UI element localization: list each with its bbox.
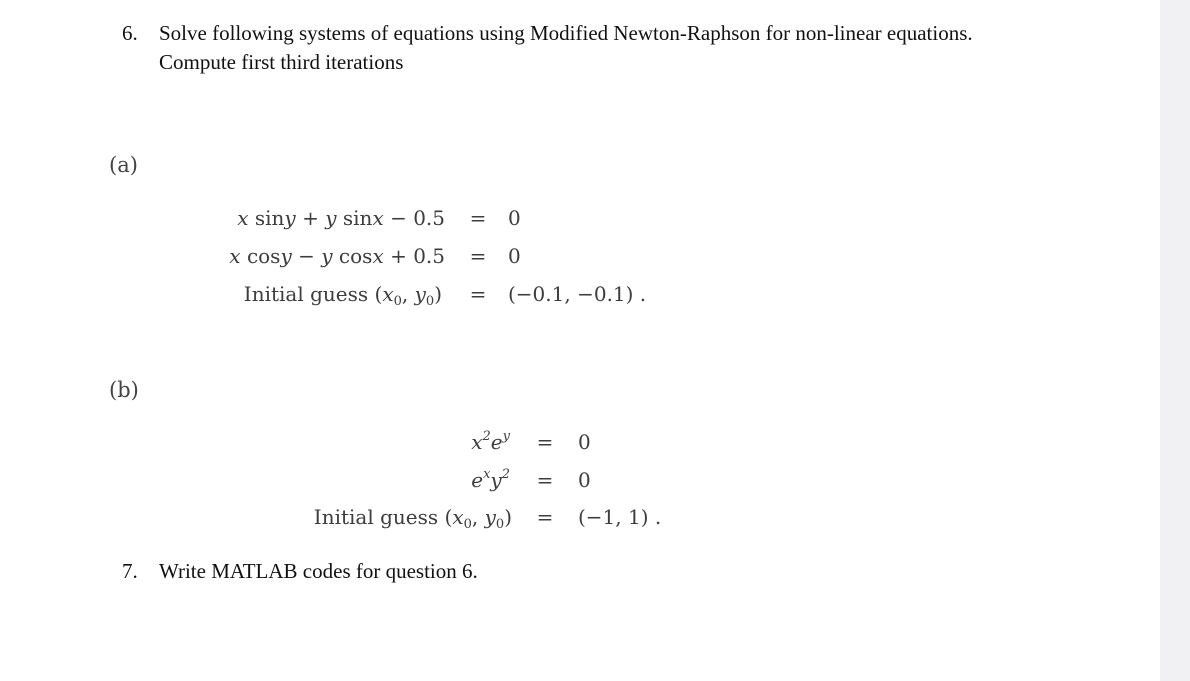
subscript: 0 <box>425 294 435 309</box>
part-a-equation-2-rhs: 0 <box>508 244 521 268</box>
func-cos: cos <box>246 244 281 268</box>
paren-close: ) <box>434 282 442 306</box>
paren-close: ) <box>504 505 512 529</box>
constant-term: + 0.5 <box>383 244 445 268</box>
part-a-initial-guess-rhs: (−0.1, −0.1) . <box>508 282 647 306</box>
constant-term: − 0.5 <box>383 206 445 230</box>
part-b-equation-1-lhs <box>380 430 510 454</box>
var-y: y <box>484 505 496 529</box>
exponent: 2 <box>482 429 491 444</box>
op-minus: − <box>291 244 322 268</box>
question-6-number: 6. <box>122 21 138 45</box>
var-y: y <box>280 244 292 268</box>
var-x: x <box>471 430 483 454</box>
right-gutter <box>1160 0 1190 681</box>
part-b-equation-2-rhs: 0 <box>578 468 591 492</box>
euler-e: e <box>471 468 484 492</box>
func-sin: sin <box>254 206 285 230</box>
question-7-number: 7. <box>122 559 138 583</box>
initial-guess-label: Initial guess <box>313 505 439 529</box>
part-b-initial-guess-equals: = <box>536 505 554 529</box>
question-7-text: Write MATLAB codes for question 6. <box>159 559 478 583</box>
part-b-equation-2-lhs <box>380 468 510 492</box>
part-a-equation-1-lhs <box>150 206 445 230</box>
var-x: x <box>452 505 464 529</box>
comma: , <box>471 505 485 529</box>
question-6-line-1: Solve following systems of equations using Modified Newton-Raphson for non-linear equations. <box>159 21 973 45</box>
subscript: 0 <box>393 294 402 309</box>
initial-guess-label: Initial guess <box>243 282 369 306</box>
part-b-equation-1-equals: = <box>536 430 554 454</box>
question-6-line-2: Compute first third iterations <box>159 50 404 74</box>
func-sin: sin <box>342 206 373 230</box>
exponent: 2 <box>501 467 510 482</box>
subscript: 0 <box>495 517 505 532</box>
comma: , <box>401 282 415 306</box>
exponent: x <box>483 467 491 482</box>
var-x: x <box>372 206 384 230</box>
paren-open: ( <box>444 505 453 529</box>
part-a-label: (a) <box>109 153 138 177</box>
part-a-equation-2-equals: = <box>469 244 487 268</box>
var-x: x <box>382 282 394 306</box>
paren-open: ( <box>374 282 383 306</box>
var-y: y <box>325 206 337 230</box>
part-a-equation-1-rhs: 0 <box>508 206 521 230</box>
part-a-initial-guess-lhs <box>150 282 442 309</box>
part-a-initial-guess-equals: = <box>469 282 487 306</box>
part-b-initial-guess-rhs: (−1, 1) . <box>578 505 662 529</box>
var-y: y <box>414 282 426 306</box>
euler-e: e <box>490 430 503 454</box>
func-cos: cos <box>338 244 373 268</box>
part-b-label: (b) <box>109 378 139 402</box>
var-y: y <box>321 244 333 268</box>
part-b-equation-2-equals: = <box>536 468 554 492</box>
var-x: x <box>229 244 241 268</box>
var-x: x <box>372 244 384 268</box>
var-y: y <box>284 206 296 230</box>
var-x: x <box>237 206 249 230</box>
var-y: y <box>490 468 502 492</box>
part-a-equation-2-lhs <box>150 244 445 268</box>
exponent: y <box>502 429 510 444</box>
part-b-initial-guess-lhs <box>250 505 512 532</box>
op-plus: + <box>295 206 326 230</box>
subscript: 0 <box>463 517 472 532</box>
part-b-equation-1-rhs: 0 <box>578 430 591 454</box>
part-a-equation-1-equals: = <box>469 206 487 230</box>
